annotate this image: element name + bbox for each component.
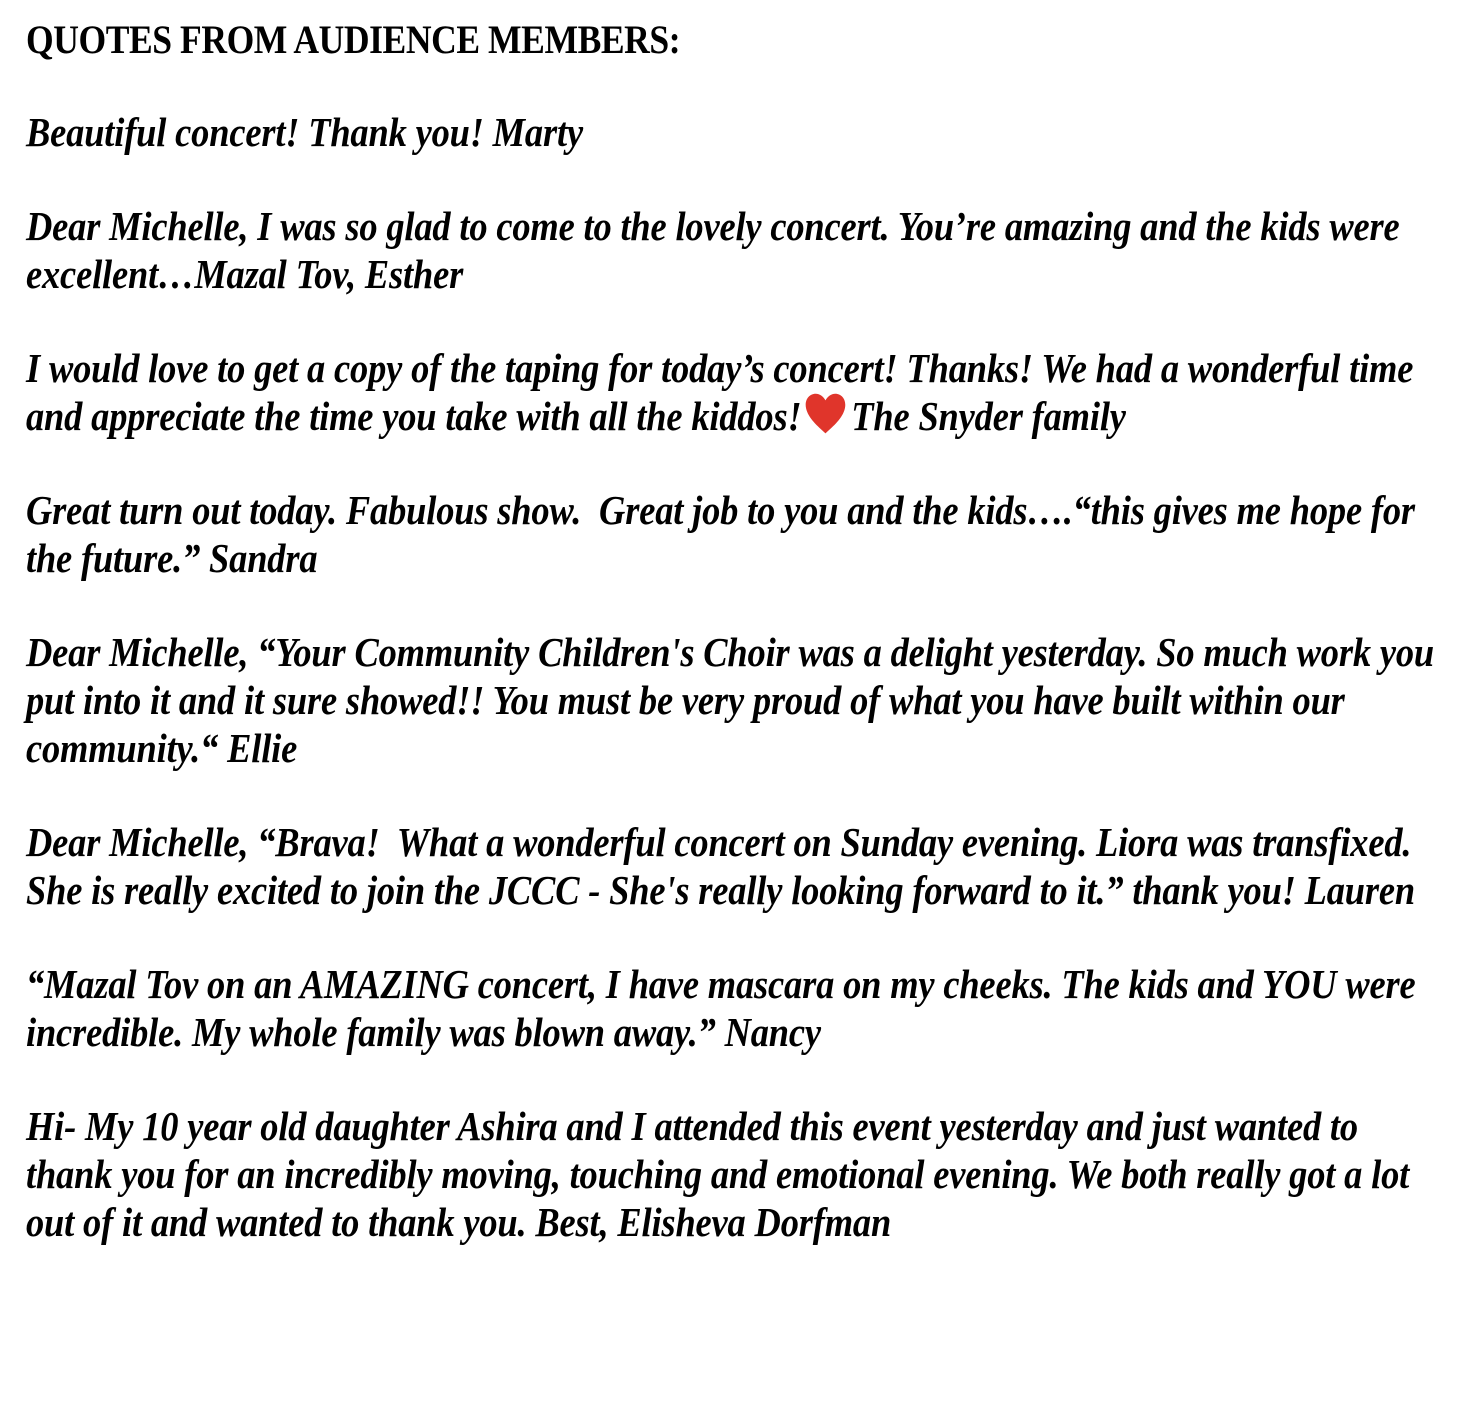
quote-paragraph-ellie: Dear Michelle, “Your Community Children's Choir was a delight yesterday. So much work you put into it and it sure showed!! You must be very proud of what you have built within our community.“ Ellie (26, 629, 1443, 771)
document-title: QUOTES FROM AUDIENCE MEMBERS: (26, 17, 681, 62)
quote-paragraph-lauren: Dear Michelle, “Brava! What a wonderful concert on Sunday evening. Liora was transfixed. She is really excited to join the JCCC - She's really looking forward to it.” thank you! Lauren (26, 819, 1421, 913)
quote-paragraph-elisheva-dorfman: Hi- My 10 year old daughter Ashira and I attended this event yesterday and just wanted to thank you for an incredibly moving, touching and emotional evening. We both really got a lot out of it and wanted to thank you. Best, Elisheva Dorfman (26, 1103, 1419, 1245)
document-content (26, 16, 1443, 1246)
red-heart-icon (805, 393, 846, 435)
quote-paragraph-snyder-family (26, 344, 1440, 440)
quote-paragraph-nancy: “Mazal Tov on an AMAZING concert, I have mascara on my cheeks. The kids and YOU were incredible. My whole family was blown away.” Nancy (26, 961, 1425, 1055)
quote-paragraph-esther: Dear Michelle, I was so glad to come to the lovely concert. You’re amazing and the kids were excellent…Mazal Tov, Esther (26, 203, 1409, 297)
quote-text-after-heart: The Snyder family (851, 393, 1126, 439)
quote-paragraph-marty: Beautiful concert! Thank you! Marty (26, 109, 583, 155)
quote-paragraph-sandra: Great turn out today. Fabulous show. Great job to you and the kids….“this gives me hope for the future.” Sandra (26, 487, 1424, 581)
quote-text-before-heart: I would love to get a copy of the taping for today’s concert! Thanks! We had a wonderful time and appreciate the time you take with all the kiddos! (26, 345, 1423, 439)
